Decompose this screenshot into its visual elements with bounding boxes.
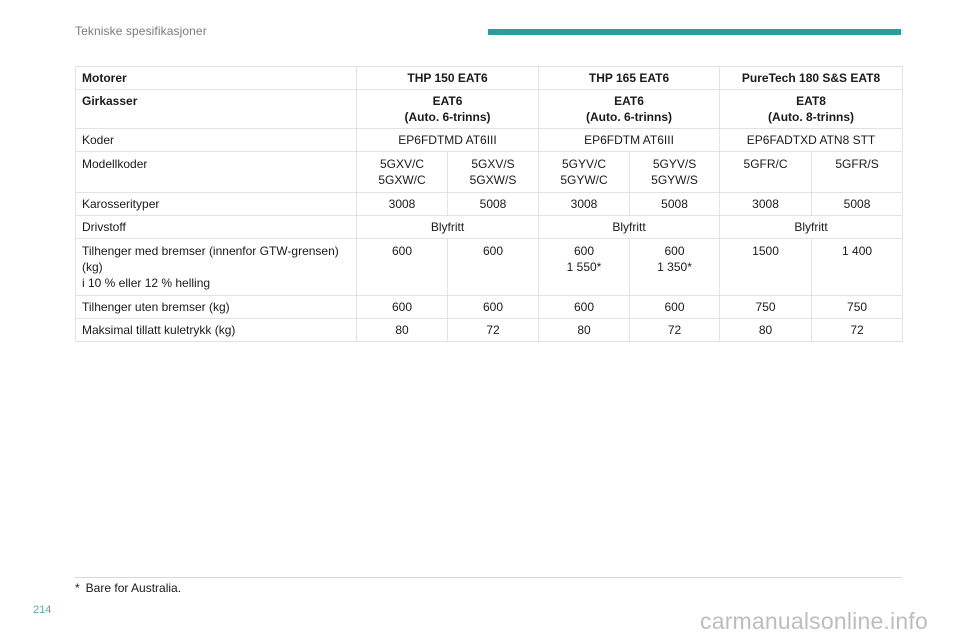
table-cell: 1 400 bbox=[812, 239, 903, 296]
row-label: Motorer bbox=[76, 67, 357, 90]
header-accent-bar bbox=[488, 29, 901, 35]
table-cell: 5GXV/S 5GXW/S bbox=[448, 152, 539, 193]
row-label: Modellkoder bbox=[76, 152, 357, 193]
spec-table bbox=[75, 66, 903, 342]
table-cell: 72 bbox=[630, 319, 720, 342]
section-title: Tekniske spesifikasjoner bbox=[75, 24, 207, 38]
row-label: Girkasser bbox=[76, 90, 357, 129]
table-cell: 600 1 550* bbox=[539, 239, 630, 296]
footnote-divider bbox=[75, 577, 902, 578]
table-cell: 3008 bbox=[720, 193, 812, 216]
table-row-girkasser bbox=[76, 90, 903, 129]
table-cell: 5008 bbox=[448, 193, 539, 216]
table-cell: EAT6 (Auto. 6-trinns) bbox=[357, 90, 539, 129]
table-row-modellkoder bbox=[76, 152, 903, 193]
table-cell: Blyfritt bbox=[539, 216, 720, 239]
table-cell: 750 bbox=[720, 296, 812, 319]
engine-header: THP 150 EAT6 bbox=[357, 67, 539, 90]
table-row-karosserityper bbox=[76, 193, 903, 216]
row-label: Tilhenger uten bremser (kg) bbox=[76, 296, 357, 319]
row-label: Drivstoff bbox=[76, 216, 357, 239]
table-row-tilhenger-med-bremser bbox=[76, 239, 903, 296]
table-cell: 5GFR/C bbox=[720, 152, 812, 193]
row-label: Tilhenger med bremser (innenfor GTW-grensen) (kg) i 10 % eller 12 % helling bbox=[76, 239, 357, 296]
engine-header: PureTech 180 S&S EAT8 bbox=[720, 67, 903, 90]
row-label: Koder bbox=[76, 129, 357, 152]
table-cell: 600 bbox=[539, 296, 630, 319]
table-cell: 80 bbox=[357, 319, 448, 342]
footnote bbox=[75, 581, 181, 595]
table-cell: 5008 bbox=[630, 193, 720, 216]
table-cell: 5GYV/S 5GYW/S bbox=[630, 152, 720, 193]
table-row-tilhenger-uten-bremser bbox=[76, 296, 903, 319]
page-number: 214 bbox=[33, 604, 52, 616]
table-cell: EP6FDTMD AT6III bbox=[357, 129, 539, 152]
table-row-motorer bbox=[76, 67, 903, 90]
table-cell: 600 bbox=[357, 296, 448, 319]
table-cell: 80 bbox=[720, 319, 812, 342]
table-cell: 5GXV/C 5GXW/C bbox=[357, 152, 448, 193]
table-cell: 80 bbox=[539, 319, 630, 342]
table-cell: Blyfritt bbox=[357, 216, 539, 239]
engine-header: THP 165 EAT6 bbox=[539, 67, 720, 90]
footnote-text: Bare for Australia. bbox=[85, 581, 182, 595]
table-cell: 600 bbox=[448, 239, 539, 296]
table-cell: 600 bbox=[630, 296, 720, 319]
table-cell: 5008 bbox=[812, 193, 903, 216]
table-cell: 600 1 350* bbox=[630, 239, 720, 296]
table-cell: 5GFR/S bbox=[812, 152, 903, 193]
table-cell: 3008 bbox=[539, 193, 630, 216]
table-row-kuletrykk bbox=[76, 319, 903, 342]
table-cell: 1500 bbox=[720, 239, 812, 296]
table-cell: 750 bbox=[812, 296, 903, 319]
row-label: Maksimal tillatt kuletrykk (kg) bbox=[76, 319, 357, 342]
table-cell: 600 bbox=[357, 239, 448, 296]
table-cell: EAT8 (Auto. 8-trinns) bbox=[720, 90, 903, 129]
table-cell: EP6FDTM AT6III bbox=[539, 129, 720, 152]
table-cell: 3008 bbox=[357, 193, 448, 216]
table-cell: 600 bbox=[448, 296, 539, 319]
footnote-marker: * bbox=[75, 581, 80, 595]
table-cell: EAT6 (Auto. 6-trinns) bbox=[539, 90, 720, 129]
table-cell: Blyfritt bbox=[720, 216, 903, 239]
table-row-drivstoff bbox=[76, 216, 903, 239]
table-row-koder bbox=[76, 129, 903, 152]
table-cell: EP6FADTXD ATN8 STT bbox=[720, 129, 903, 152]
table-cell: 72 bbox=[812, 319, 903, 342]
table-cell: 5GYV/C 5GYW/C bbox=[539, 152, 630, 193]
watermark: carmanualsonline.info bbox=[700, 608, 928, 634]
table-cell: 72 bbox=[448, 319, 539, 342]
row-label: Karosserityper bbox=[76, 193, 357, 216]
